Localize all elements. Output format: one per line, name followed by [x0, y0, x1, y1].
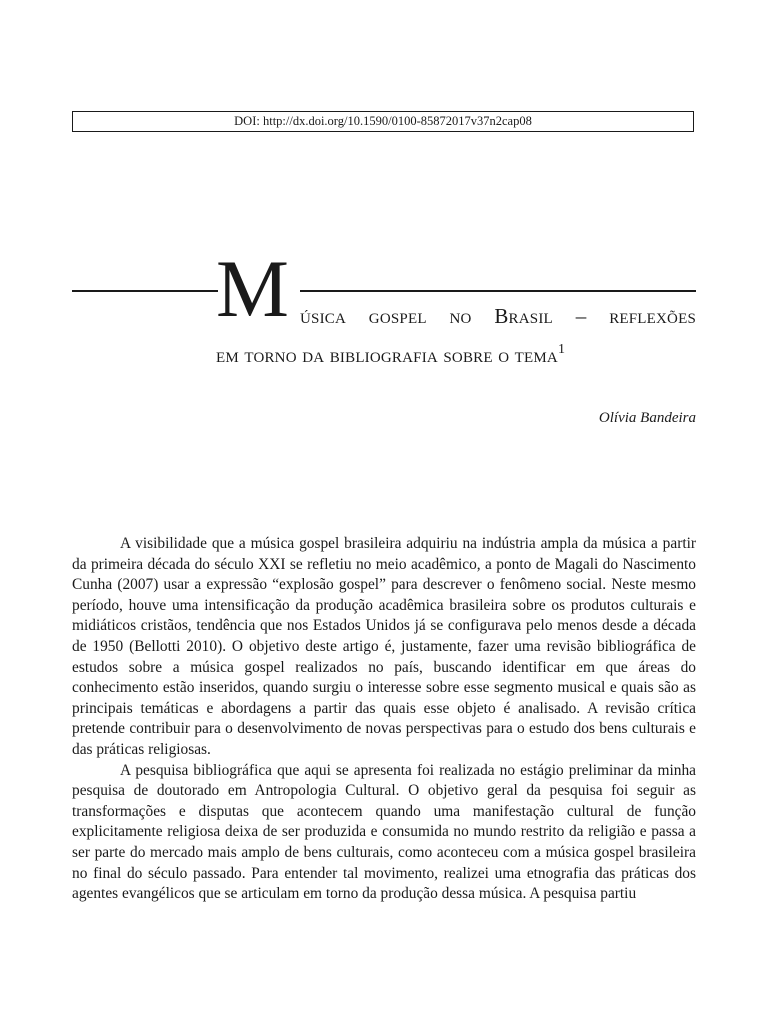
author-name: Olívia Bandeira [598, 410, 696, 426]
title-dropcap: M [216, 243, 288, 334]
title-line-2 [216, 336, 565, 369]
paragraph-2: A pesquisa bibliográfica que aqui se apresenta foi realizada no estágio preliminar da minha pesquisa de doutorado em Antropologia Cultural. O objetivo geral da pesquisa foi seguir as transformações e disputas que acontecem quando uma manifestação cultural de função explicitamente religiosa deixa de ser produzida e consumida no mundo restrito da religião e passa a ser parte do mercado mais amplo de bens culturais, como aconteceu com a música gospel brasileira no final do século passado. Para entender tal movimento, realizei uma etnografia das práticas dos agentes evangélicos que se articulam em torno da produção dessa música. A pesquisa partiu [72, 761, 696, 903]
title-rule-left [72, 290, 218, 292]
article-body [72, 534, 696, 905]
paragraph-1: A visibilidade que a música gospel brasileira adquiriu na indústria ampla da música a partir da primeira década do século XXI se refletiu no meio acadêmico, a ponto de Magali do Nascimento Cunha (2007) usar a expressão “explosão gospel” para descrever o fenômeno social. Neste mesmo período, houve uma intensificação da produção acadêmica brasileira sobre os produtos culturais e midiáticos cristãos, tendência que nos Estados Unidos já se configurava pelo menos desde a década de 1950 (Bellotti 2010). O objetivo deste artigo é, justamente, fazer uma revisão bibliográfica de estudos sobre a música gospel realizados no país, buscando identificar em que áreas do conhecimento estão inseridos, quando surgiu o interesse sobre esse segmento musical e quais são as principais temáticas e abordagens a partir das quais esse objeto é analisado. A revisão crítica pretende contribuir para o desenvolvimento de novas perspectivas para o estudo dos bens culturais e das práticas religiosas. [72, 535, 696, 758]
title-line-1: úsica gospel no Brasil – reflexões [300, 304, 696, 328]
title-line-2-text: em torno da bibliografia sobre o tema [216, 343, 558, 367]
doi-text: DOI: http://dx.doi.org/10.1590/0100-85872017v37n2cap08 [234, 114, 532, 128]
footnote-mark[interactable]: 1 [557, 342, 566, 357]
doi-box [72, 111, 694, 132]
title-rule-right [300, 290, 696, 292]
